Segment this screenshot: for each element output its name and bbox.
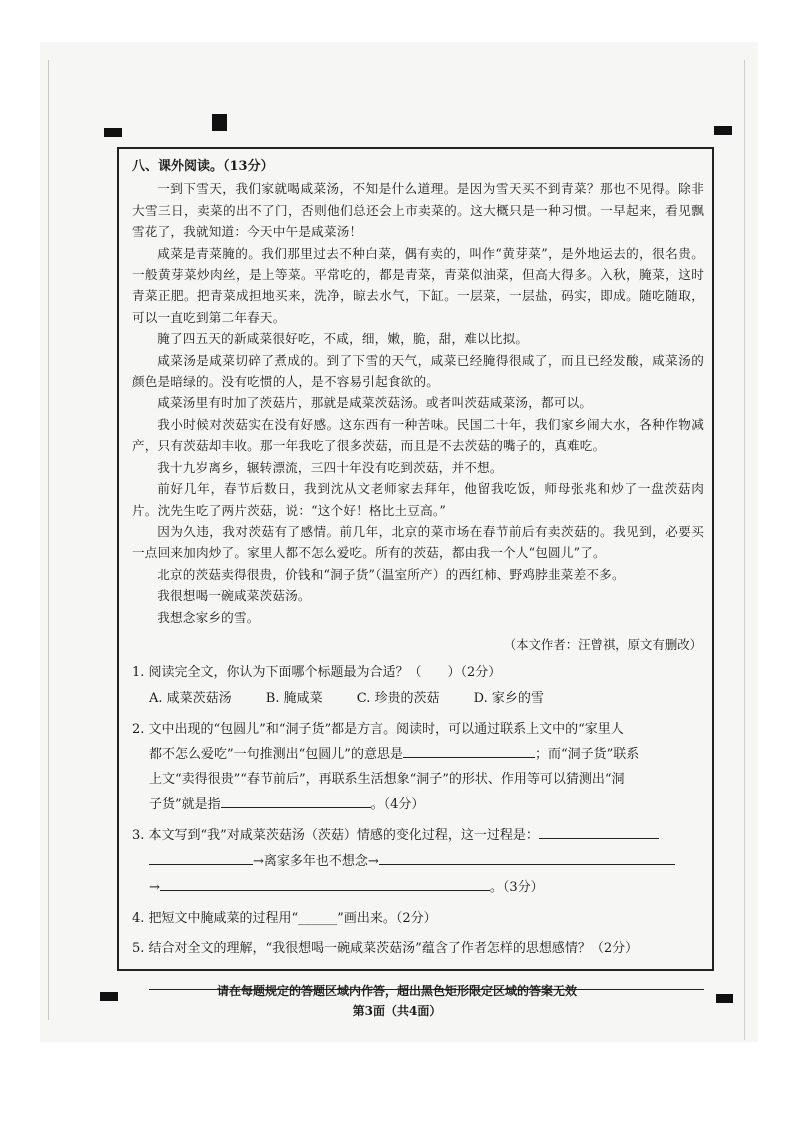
passage-paragraph: 我想念家乡的雪。 [157,609,260,625]
option-a: A. 咸菜茨菇汤 [149,691,232,707]
passage-paragraph: 咸菜汤是咸菜切碎了煮成的。到了下雪的天气，咸菜已经腌得很咸了，而且已经发酸，咸菜汤的颜色是暗绿的。没有吃惯的人，是不容易引起食欲的。 [132,352,704,390]
question-1 [132,661,704,711]
passage-paragraph: 腌了四五天的新咸菜很好吃，不咸，细，嫩，脆，甜，难以比拟。 [157,331,529,347]
question-3-line-1 [132,823,704,849]
question-4 [132,907,704,931]
passage-paragraph: 前好几年，春节后数日，我到沈从文老师家去拜年，他留我吃饭，师母张兆和炒了一盘茨菇肉片。沈先生吃了两片茨菇，说：“这个好！格比土豆高。” [132,481,704,518]
page-number: 第3面（共4面） [352,1004,442,1018]
question-2-text-a: 都不怎么爱吃”一句推测出“包圆儿”的意思是 [149,747,403,763]
passage-paragraph: 北京的茨菇卖得很贵，价钱和“洞子货”（温室所产）的西红柿、野鸡脖韭菜差不多。 [157,566,625,582]
option-b: B. 腌咸菜 [265,691,323,707]
passage [132,178,704,628]
question-4-text: 4. 把短文中腌咸菜的过程用“______”画出来。（2分） [132,911,437,927]
question-2-text-c: 子货”就是指 [149,797,221,813]
option-c: C. 珍贵的茨菇 [356,691,440,707]
question-2-text-d: 。（4分） [370,797,425,813]
answer-blank-stage-4[interactable] [160,876,490,891]
question-2-line-2 [132,742,704,767]
scan-edge-right [744,60,745,1040]
question-2-text-b: ；而“洞子货”联系 [534,747,640,763]
arrow-text-mid: →离家多年也不想念→ [253,854,379,870]
alignment-marker-top-left [104,128,122,137]
question-3-points: 。（3分） [489,880,544,896]
question-1-text: 1. 阅读完全文，你认为下面哪个标题最为合适？（ ）（2分） [132,665,502,681]
passage-paragraph: 咸菜汤里有时加了茨菇片，那就是咸菜茨菇汤。或者叫茨菇咸菜汤，都可以。 [157,395,593,411]
alignment-marker-top-right [714,126,732,135]
question-3-line-3 [132,875,704,901]
passage-paragraph: 因为久违，我对茨菇有了感情。前几年，北京的菜市场在春节前后有卖茨菇的。我见到，必要买一点回来加肉炒了。家里人都不怎么爱吃。所有的茨菇，都由我一个人“包圆儿”了。 [132,523,704,561]
passage-paragraph: 我十九岁离乡，辗转漂流，三四十年没有吃到茨菇，并不想。 [157,459,503,475]
arrow-text-start: → [149,880,160,896]
section-title: 八、课外阅读。（13分） [132,159,274,174]
question-3-text: 3. 本文写到“我”对咸菜茨菇汤（茨菇）情感的变化过程，这一过程是： [132,828,539,844]
question-3-line-2 [132,849,704,875]
footer-instruction: 请在每题规定的答题区域内作答，超出黑色矩形限定区域的答案无效 [216,984,577,998]
alignment-marker-top-center [212,114,227,131]
passage-paragraph: 咸菜是青菜腌的。我们那里过去不种白菜，偶有卖的，叫作“黄芽菜”，是外地运去的，很名贵。一般黄芽菜炒肉丝，是上等菜。平常吃的，都是青菜，青菜似油菜，但高大得多。入秋，腌菜，这时青菜正肥。把青菜成担地买来，洗净，晾去水气，下缸。一层菜，一层盐，码实，即成。随吃随取，可以一直吃到第二年春天。 [132,245,704,325]
option-d: D. 家乡的雪 [473,691,544,707]
question-1-options [132,687,704,711]
answer-blank-stage-2[interactable] [149,850,253,865]
answer-blank-dongzihuo[interactable] [221,793,371,808]
reading-section [132,156,704,990]
scan-edge-left [48,60,49,1020]
passage-paragraph: 我很想喝一碗咸菜茨菇汤。 [157,588,311,604]
question-5-text: 5. 结合对全文的理解，“我很想喝一碗咸菜茨菇汤”蕴含了作者怎样的思想感情？（2分） [132,941,639,957]
question-2-line-4 [132,792,704,817]
passage-paragraph: 我小时候对茨菇实在没有好感。这东西有一种苦味。民国二十年，我们家乡闹大水，各种作物减产，只有茨菇却丰收。那一年我吃了很多茨菇，而且是不去茨菇的嘴子的，真难吃。 [132,416,704,454]
answer-blank-baoyuaner[interactable] [403,743,535,758]
question-2 [132,717,704,817]
question-2-line-3: 上文“卖得很贵”“春节前后”，再联系生活想象“洞子”的形状、作用等可以猜测出“洞 [149,772,625,788]
answer-blank-stage-1[interactable] [539,824,659,839]
passage-paragraph: 一到下雪天，我们家就喝咸菜汤，不知是什么道理。是因为雪天买不到青菜？那也不见得。除非大雪三日，卖菜的出不了门，否则他们总还会上市卖菜的。这大概只是一种习惯。一早起来，看见飘雪花了，我就知道：今天中午是咸菜汤！ [132,181,704,240]
question-2-line-1: 2. 文中出现的“包圆儿”和“洞子货”都是方言。阅读时，可以通过联系上文中的“家里人 [132,722,624,738]
question-3 [132,823,704,901]
author-attribution: （本文作者：汪曾祺，原文有删改） [503,636,702,652]
answer-blank-stage-3[interactable] [379,850,675,865]
